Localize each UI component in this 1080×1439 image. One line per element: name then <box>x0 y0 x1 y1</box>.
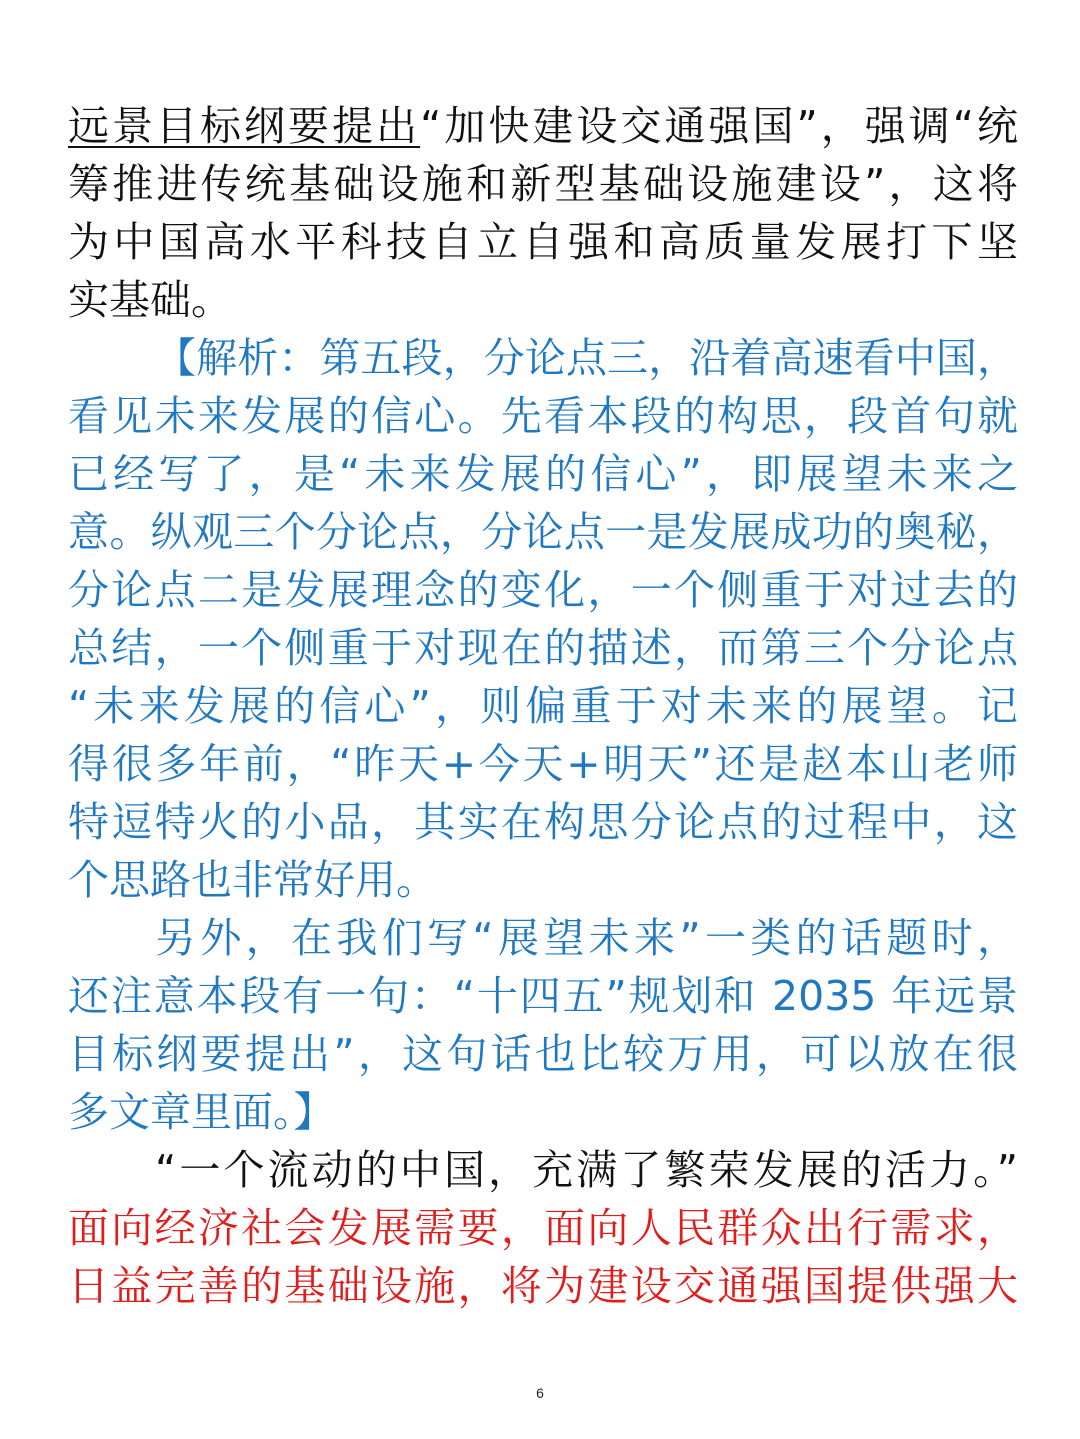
body-line-4: 实基础。 <box>68 276 232 324</box>
highlight-line-2: 日益完善的基础设施，将为建设交通强国提供强大 <box>68 1262 1018 1310</box>
analysis-line-1: 【解析：第五段，分论点三，沿着高速看中国， <box>155 334 1018 382</box>
body-line-2: 筹推进传统基础设施和新型基础设施建设”，这将 <box>68 160 1018 208</box>
page-number: 6 <box>536 1385 544 1401</box>
underlined-phrase: 远景目标纲要提出 <box>68 102 421 150</box>
body-line-3: 为中国高水平科技自立自强和高质量发展打下坚 <box>68 218 1018 266</box>
highlight-line-1: 面向经济社会发展需要，面向人民群众出行需求， <box>68 1204 1018 1252</box>
analysis-line-12: 还注意本段有一句：“十四五”规划和 2035 年远景 <box>68 972 1018 1020</box>
analysis-line-6: 总结，一个侧重于对现在的描述，而第三个分论点 <box>68 624 1018 672</box>
analysis-line-3: 已经写了，是“未来发展的信心”，即展望未来之 <box>68 450 1018 498</box>
quote-line: “一个流动的中国，充满了繁荣发展的活力。” <box>155 1146 1018 1194</box>
analysis-line-10: 个思路也非常好用。 <box>68 856 437 904</box>
analysis-line-13: 目标纲要提出”，这句话也比较万用，可以放在很 <box>68 1030 1018 1078</box>
analysis-line-2: 看见未来发展的信心。先看本段的构思，段首句就 <box>68 392 1018 440</box>
body-line-1 <box>68 97 1018 155</box>
analysis-line-5: 分论点二是发展理念的变化，一个侧重于对过去的 <box>68 566 1018 614</box>
analysis-line-11: 另外，在我们写“展望未来”一类的话题时， <box>155 914 1018 962</box>
analysis-line-14: 多文章里面。】 <box>68 1088 335 1136</box>
analysis-line-7: “未来发展的信心”，则偏重于对未来的展望。记 <box>68 682 1018 730</box>
body-line-1-rest: “加快建设交通强国”，强调“统 <box>420 102 1018 150</box>
analysis-line-4: 意。纵观三个分论点，分论点一是发展成功的奥秘， <box>68 508 1018 556</box>
analysis-line-9: 特逗特火的小品，其实在构思分论点的过程中，这 <box>68 798 1018 846</box>
analysis-line-8: 得很多年前，“昨天+今天+明天”还是赵本山老师 <box>68 740 1018 788</box>
